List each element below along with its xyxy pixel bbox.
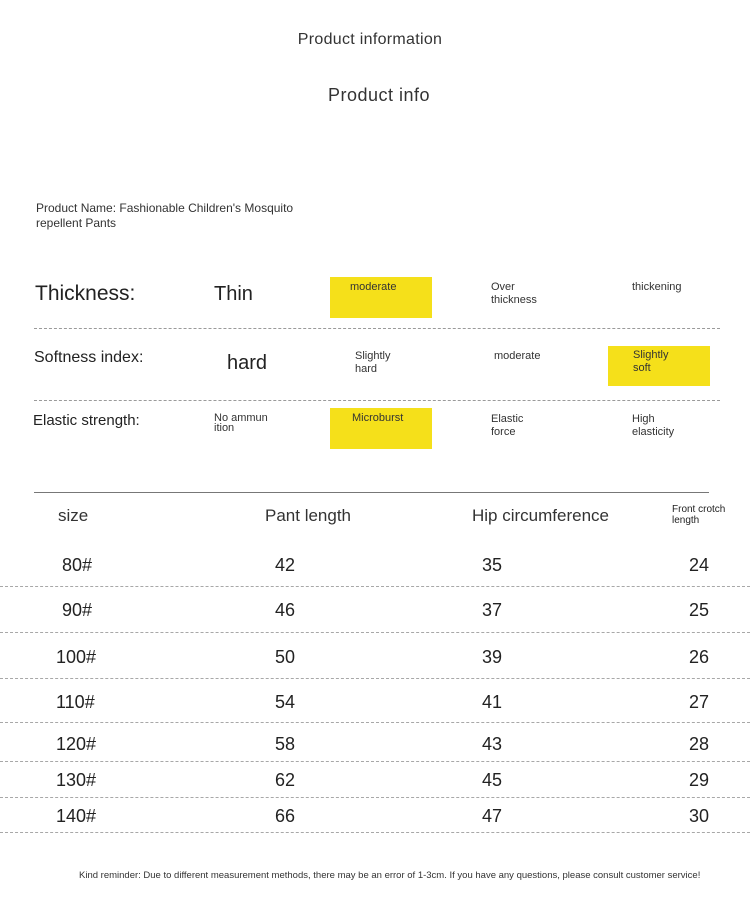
elastic-option-microburst: Microburst (352, 412, 404, 424)
table-header-size: size (58, 506, 89, 525)
cell-size: 140# (56, 806, 97, 826)
softness-label: Softness index: (34, 349, 144, 366)
cell-front-crotch-length: 27 (689, 692, 710, 712)
softness-option-moderate: moderate (494, 350, 541, 362)
divider (34, 400, 720, 401)
cell-pant-length: 66 (275, 806, 296, 826)
cell-size: 90# (62, 600, 93, 620)
cell-hip-circumference: 47 (482, 806, 503, 826)
elastic-option-microburst-selected (330, 408, 432, 449)
row-divider (0, 722, 750, 723)
divider (34, 328, 720, 329)
cell-pant-length: 50 (275, 647, 296, 667)
softness-option-slightly-hard: Slightly hard (355, 350, 391, 375)
cell-front-crotch-length: 28 (689, 734, 710, 754)
thickness-option-moderate: moderate (350, 281, 397, 293)
cell-hip-circumference: 45 (482, 770, 503, 790)
page-title: Product information (297, 31, 443, 48)
row-divider (0, 761, 750, 762)
table-top-rule (34, 492, 709, 493)
cell-size: 120# (56, 734, 97, 754)
elastic-label: Elastic strength: (33, 412, 140, 429)
row-divider (0, 678, 750, 679)
cell-pant-length: 54 (275, 692, 296, 712)
cell-size: 110# (56, 692, 95, 712)
cell-front-crotch-length: 29 (689, 770, 710, 790)
cell-hip-circumference: 43 (482, 734, 503, 754)
elastic-option-high-elasticity: High elasticity (632, 413, 675, 438)
softness-option-slightly-soft-selected (608, 346, 710, 386)
thickness-option-over-thickness: Over thickness (491, 281, 537, 306)
elastic-option-no-ammunition: No ammunition (214, 412, 268, 434)
product-name: Product Name: Fashionable Children's Mosquito repellent Pants (36, 201, 294, 230)
cell-front-crotch-length: 26 (689, 647, 710, 667)
thickness-option-moderate-selected (330, 277, 432, 318)
thickness-option-thickening: thickening (632, 281, 682, 293)
cell-size: 80# (62, 555, 93, 575)
elastic-option-elastic-force: Elastic force (491, 413, 524, 438)
thickness-label: Thickness: (35, 282, 136, 305)
page-subtitle: Product info (327, 85, 431, 105)
softness-option-slightly-soft: Slightly soft (633, 349, 669, 374)
cell-front-crotch-length: 24 (689, 555, 710, 575)
table-header-hip-circumference: Hip circumference (472, 506, 609, 525)
row-divider (0, 632, 750, 633)
cell-hip-circumference: 41 (482, 692, 503, 712)
cell-hip-circumference: 39 (482, 647, 503, 667)
thickness-option-thin: Thin (214, 283, 253, 305)
cell-front-crotch-length: 30 (689, 806, 710, 826)
cell-pant-length: 46 (275, 600, 296, 620)
cell-pant-length: 58 (275, 734, 296, 754)
cell-size: 130# (56, 770, 97, 790)
cell-front-crotch-length: 25 (689, 600, 710, 620)
cell-hip-circumference: 37 (482, 600, 503, 620)
row-divider (0, 586, 750, 587)
softness-option-hard: hard (227, 352, 268, 374)
cell-size: 100# (56, 647, 97, 667)
cell-hip-circumference: 35 (482, 555, 503, 575)
row-divider (0, 832, 750, 833)
table-header-front-crotch-length: Front crotch length (672, 504, 726, 526)
cell-pant-length: 42 (275, 555, 296, 575)
row-divider (0, 797, 750, 798)
cell-pant-length: 62 (275, 770, 296, 790)
kind-reminder: Kind reminder: Due to different measurement methods, there may be an error of 1-3cm. If you have any questions, please consult customer service! (79, 870, 701, 881)
table-header-pant-length: Pant length (265, 506, 352, 525)
